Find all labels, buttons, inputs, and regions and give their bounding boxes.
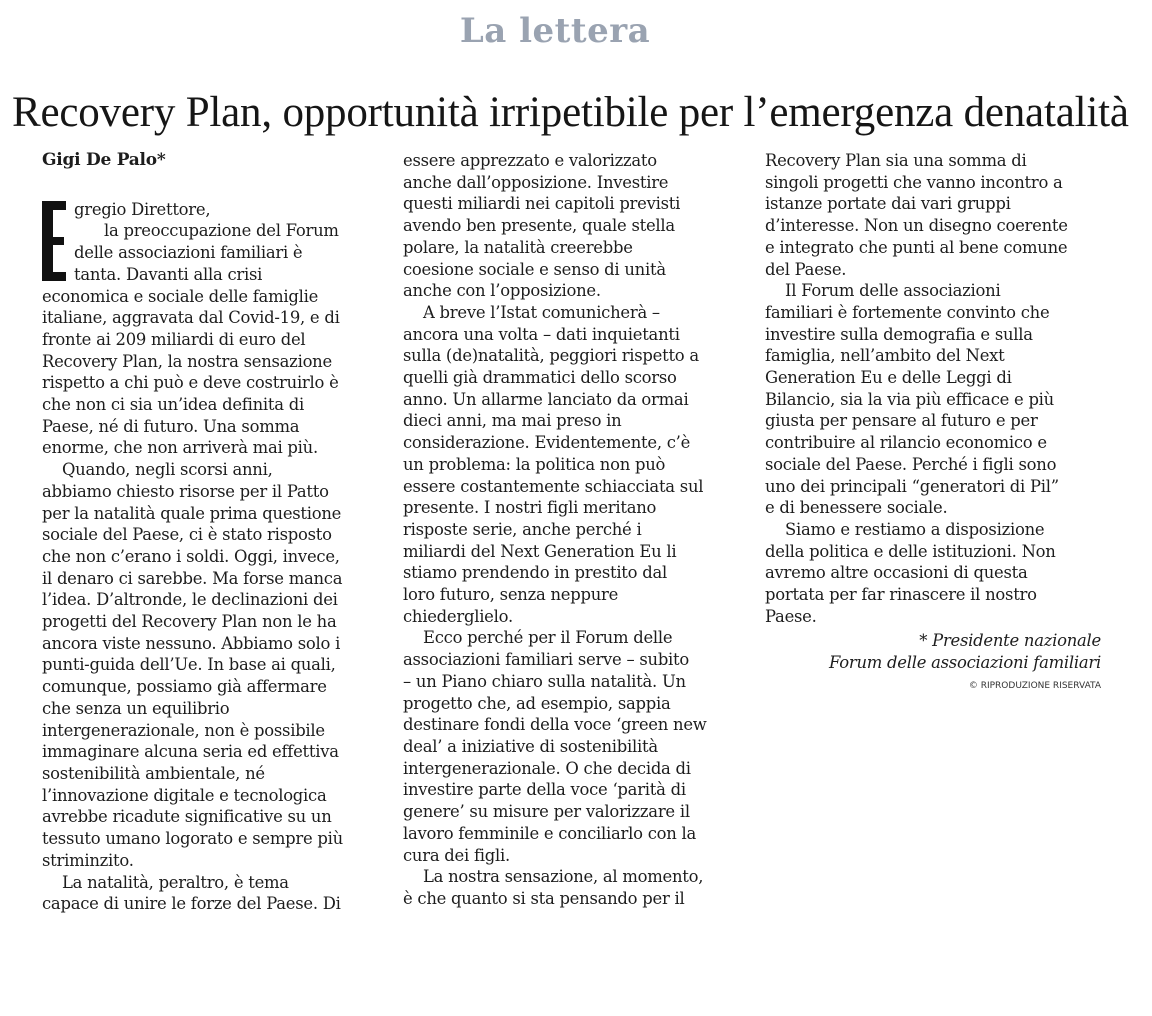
text-line: essere costantemente schiacciata sul <box>403 476 704 496</box>
text-line: avremo altre occasioni di questa <box>765 563 1028 583</box>
text-line: intergenerazionale, non è possibile <box>42 720 325 740</box>
text-line: A breve l’Istat comunicherà – <box>423 302 660 322</box>
text-line: investire parte della voce ‘parità di <box>403 780 686 800</box>
text-line: Ecco perché per il Forum delle <box>423 628 673 648</box>
text-line: avendo ben presente, quale stella <box>403 216 675 236</box>
text-line: risposte serie, anche perché i <box>403 519 642 539</box>
text-line: famiglia, nell’ambito del Next <box>765 346 1005 366</box>
text-line: per la natalità quale prima questione <box>42 503 342 523</box>
text-line: abbiamo chiesto risorse per il Patto <box>42 481 329 501</box>
text-line: considerazione. Evidentemente, c’è <box>403 433 691 453</box>
text-line: che non c’erano i soldi. Oggi, invece, <box>42 546 340 566</box>
text-line: che senza un equilibrio <box>42 698 230 718</box>
text-line: associazioni familiari serve – subito <box>403 650 690 670</box>
text-line: della politica e delle istituzioni. Non <box>765 541 1056 561</box>
text-line: Il Forum delle associazioni <box>785 281 1001 301</box>
text-line: polare, la natalità creerebbe <box>403 237 633 257</box>
text-line: Paese. <box>765 606 817 626</box>
text-line: comunque, possiamo già affermare <box>42 677 327 697</box>
article-column-3 <box>765 150 1115 692</box>
text-line: e integrato che punti al bene comune <box>765 237 1068 257</box>
text-line: familiari è fortemente convinto che <box>765 302 1050 322</box>
text-line: quelli già drammatici dello scorso <box>403 368 677 388</box>
text-line: lavoro femminile e conciliarlo con la <box>403 823 697 843</box>
text-line: Recovery Plan sia una somma di <box>765 151 1027 170</box>
text-line: – un Piano chiaro sulla natalità. Un <box>403 671 686 691</box>
text-line: e di benessere sociale. <box>765 498 948 518</box>
text-line: rispetto a chi può e deve costruirlo è <box>42 373 339 393</box>
text-line: anche con l’opposizione. <box>403 281 601 301</box>
text-line: genere’ su misure per valorizzare il <box>403 802 690 822</box>
text-line: che non ci sia un’idea definita di <box>42 395 304 415</box>
text-line: sociale del Paese, ci è stato risposto <box>42 525 332 545</box>
text-line: un problema: la politica non può <box>403 454 666 474</box>
text-line: anno. Un allarme lanciato da ormai <box>403 389 689 409</box>
text-line: Paese, né di futuro. Una somma <box>42 416 300 436</box>
text-line: ancora viste nessuno. Abbiamo solo i <box>42 633 341 653</box>
text-line: immaginare alcuna seria ed effettiva <box>42 742 339 762</box>
text-line: enorme, che non arriverà mai più. <box>42 438 318 458</box>
text-line: giusta per pensare al futuro e per <box>765 411 1038 431</box>
text-line: intergenerazionale. O che decida di <box>403 758 691 778</box>
text-line: sociale del Paese. Perché i figli sono <box>765 454 1057 474</box>
text-line: portata per far rinascere il nostro <box>765 585 1037 605</box>
text-line: l’innovazione digitale e tecnologica <box>42 785 327 805</box>
text-line: fronte ai 209 miliardi di euro del <box>42 329 306 349</box>
text-line: stiamo prendendo in prestito dal <box>403 563 667 583</box>
text-line: progetto che, ad esempio, sappia <box>403 693 671 713</box>
text-line: uno dei principali “generatori di Pil” <box>765 476 1059 496</box>
text-line: cura dei figli. <box>403 845 510 865</box>
section-title: La lettera <box>459 11 651 51</box>
text-line: tanta. Davanti alla crisi <box>74 264 263 284</box>
text-line: progetti del Recovery Plan non le ha <box>42 612 337 632</box>
text-line: La nostra sensazione, al momento, <box>423 867 704 887</box>
text-line: la preoccupazione del Forum <box>104 221 339 241</box>
author-byline: Gigi De Palo* <box>42 150 166 170</box>
text-line: capace di unire le forze del Paese. Di <box>42 894 341 914</box>
text-line: l’idea. D’altronde, le declinazioni dei <box>42 590 338 610</box>
text-line: punti-guida dell’Ue. In base ai quali, <box>42 655 336 675</box>
text-line: deal’ a iniziative di sostenibilità <box>403 736 658 756</box>
text-line: La natalità, peraltro, è tema <box>62 872 289 892</box>
text-line: italiane, aggravata dal Covid-19, e di <box>42 308 340 328</box>
opening-paragraph <box>42 199 392 286</box>
text-line: sulla (de)natalità, peggiori rispetto a <box>403 346 699 366</box>
text-line: anche dall’opposizione. Investire <box>403 172 669 192</box>
text-line: Generation Eu e delle Leggi di <box>765 368 1012 388</box>
text-line: il denaro ci sarebbe. Ma forse manca <box>42 568 343 588</box>
text-line: istanze portate dai vari gruppi <box>765 194 1011 214</box>
text-line: gregio Direttore, <box>74 199 211 219</box>
article-column-1 <box>42 150 392 915</box>
text-line: coesione sociale e senso di unità <box>403 259 666 279</box>
text-line: Quando, negli scorsi anni, <box>62 460 273 480</box>
text-line: destinare fondi della voce ‘green new <box>403 715 707 735</box>
text-line: presente. I nostri figli meritano <box>403 498 657 518</box>
text-line: d’interesse. Non un disegno coerente <box>765 216 1068 236</box>
text-line: del Paese. <box>765 259 847 279</box>
text-line: loro futuro, senza neppure <box>403 585 619 605</box>
text-line: Siamo e restiamo a disposizione <box>785 519 1045 539</box>
text-line: sostenibilità ambientale, né <box>42 763 265 783</box>
text-line: dieci anni, ma mai preso in <box>403 411 622 431</box>
text-line: chiederglielo. <box>403 606 513 626</box>
text-line: è che quanto si sta pensando per il <box>403 888 685 908</box>
text-line: tessuto umano logorato e sempre più <box>42 829 343 849</box>
text-line: essere apprezzato e valorizzato <box>403 151 657 170</box>
text-line: economica e sociale delle famiglie <box>42 286 319 306</box>
article-column-2 <box>403 150 753 910</box>
text-line: avrebbe ricadute significative su un <box>42 807 332 827</box>
text-line: Bilancio, sia la via più efficace e più <box>765 389 1054 409</box>
text-line: striminzito. <box>42 850 134 870</box>
text-line: ancora una volta – dati inquietanti <box>403 324 680 344</box>
author-role-signature: * Presidente nazionale <box>919 631 1101 651</box>
text-line: questi miliardi nei capitoli previsti <box>403 194 681 214</box>
text-line: contribuire al rilancio economico e <box>765 433 1047 453</box>
text-line: singoli progetti che vanno incontro a <box>765 172 1063 192</box>
text-line: miliardi del Next Generation Eu li <box>403 541 677 561</box>
drop-cap-letter <box>42 201 68 281</box>
text-line: Recovery Plan, la nostra sensazione <box>42 351 332 371</box>
text-line: delle associazioni familiari è <box>74 243 303 263</box>
copyright-notice: © RIPRODUZIONE RISERVATA <box>968 680 1101 691</box>
article-headline: Recovery Plan, opportunità irripetibile per l’emergenza denatalità <box>12 89 1129 136</box>
author-organization-signature: Forum delle associazioni familiari <box>829 653 1101 673</box>
text-line: investire sulla demografia e sulla <box>765 324 1033 344</box>
